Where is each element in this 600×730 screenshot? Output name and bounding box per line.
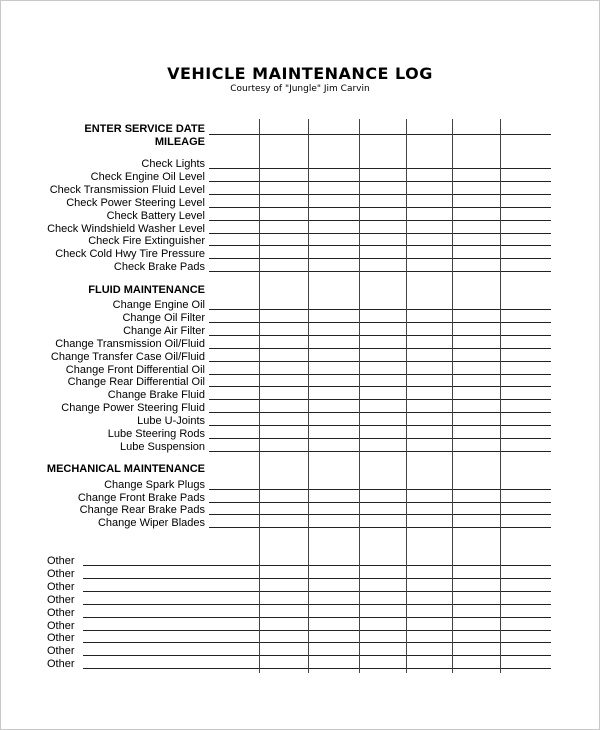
page-title: VEHICLE MAINTENANCE LOG — [167, 64, 433, 83]
row-label: Change Wiper Blades — [97, 517, 205, 530]
other-label: Other — [47, 606, 75, 619]
page-subtitle: Courtesy of "Jungle" Jim Carvin — [230, 84, 370, 94]
fluid-heading: FLUID MAINTENANCE — [88, 284, 205, 296]
row-label: Lube U-Joints — [137, 415, 205, 428]
other-entry-line[interactable] — [83, 565, 551, 566]
column-divider — [308, 119, 309, 673]
row-label: Check Engine Oil Level — [90, 170, 205, 183]
column-divider — [406, 119, 407, 673]
other-label: Other — [47, 593, 75, 606]
other-label: Other — [47, 645, 75, 658]
row-label: Change Brake Fluid — [107, 389, 205, 402]
row-label: Lube Suspension — [119, 440, 205, 453]
other-entry-line[interactable] — [83, 642, 551, 643]
row-label: Lube Steering Rods — [107, 428, 205, 440]
row-label: Check Windshield Washer Level — [47, 222, 205, 235]
row-label: Change Power Steering Fluid — [61, 402, 205, 415]
row-label: Change Spark Plugs — [104, 479, 205, 491]
row-label: Change Rear Differential Oil — [67, 376, 205, 389]
column-divider — [452, 119, 453, 673]
row-label: Check Fire Extinguisher — [88, 235, 205, 248]
row-label: Change Engine Oil — [112, 299, 205, 311]
other-label: Other — [47, 567, 75, 580]
row-label: Change Front Brake Pads — [77, 491, 205, 504]
mileage-label: MILEAGE — [154, 136, 205, 148]
other-entry-line[interactable] — [83, 591, 551, 592]
other-label: Other — [47, 580, 75, 593]
row-label: Check Lights — [141, 158, 205, 170]
column-divider — [359, 119, 360, 673]
row-label: Change Rear Brake Pads — [79, 504, 205, 517]
row-label: Change Front Differential Oil — [65, 363, 205, 376]
row-label: Change Oil Filter — [122, 311, 205, 324]
row-label: Check Power Steering Level — [66, 196, 205, 209]
row-label: Check Battery Level — [106, 209, 205, 222]
other-label: Other — [47, 658, 75, 671]
other-entry-line[interactable] — [83, 578, 551, 579]
other-label: Other — [47, 555, 75, 567]
row-label: Check Transmission Fluid Level — [49, 183, 205, 196]
column-divider — [259, 119, 260, 673]
other-entry-line[interactable] — [83, 630, 551, 631]
row-label: Change Transfer Case Oil/Fluid — [50, 350, 205, 363]
row-label: Check Cold Hwy Tire Pressure — [55, 248, 205, 261]
column-divider — [500, 119, 501, 673]
row-label: Check Brake Pads — [113, 261, 205, 274]
mechanical-heading: MECHANICAL MAINTENANCE — [46, 463, 205, 475]
other-entry-line[interactable] — [83, 604, 551, 605]
row-label: Change Transmission Oil/Fluid — [55, 337, 205, 350]
other-entry-line[interactable] — [83, 668, 551, 669]
row-label: Change Air Filter — [123, 324, 205, 337]
other-label: Other — [47, 632, 75, 645]
other-entry-line[interactable] — [83, 655, 551, 656]
service-date-label: ENTER SERVICE DATE — [84, 123, 205, 135]
other-label: Other — [47, 619, 75, 632]
other-entry-line[interactable] — [83, 617, 551, 618]
